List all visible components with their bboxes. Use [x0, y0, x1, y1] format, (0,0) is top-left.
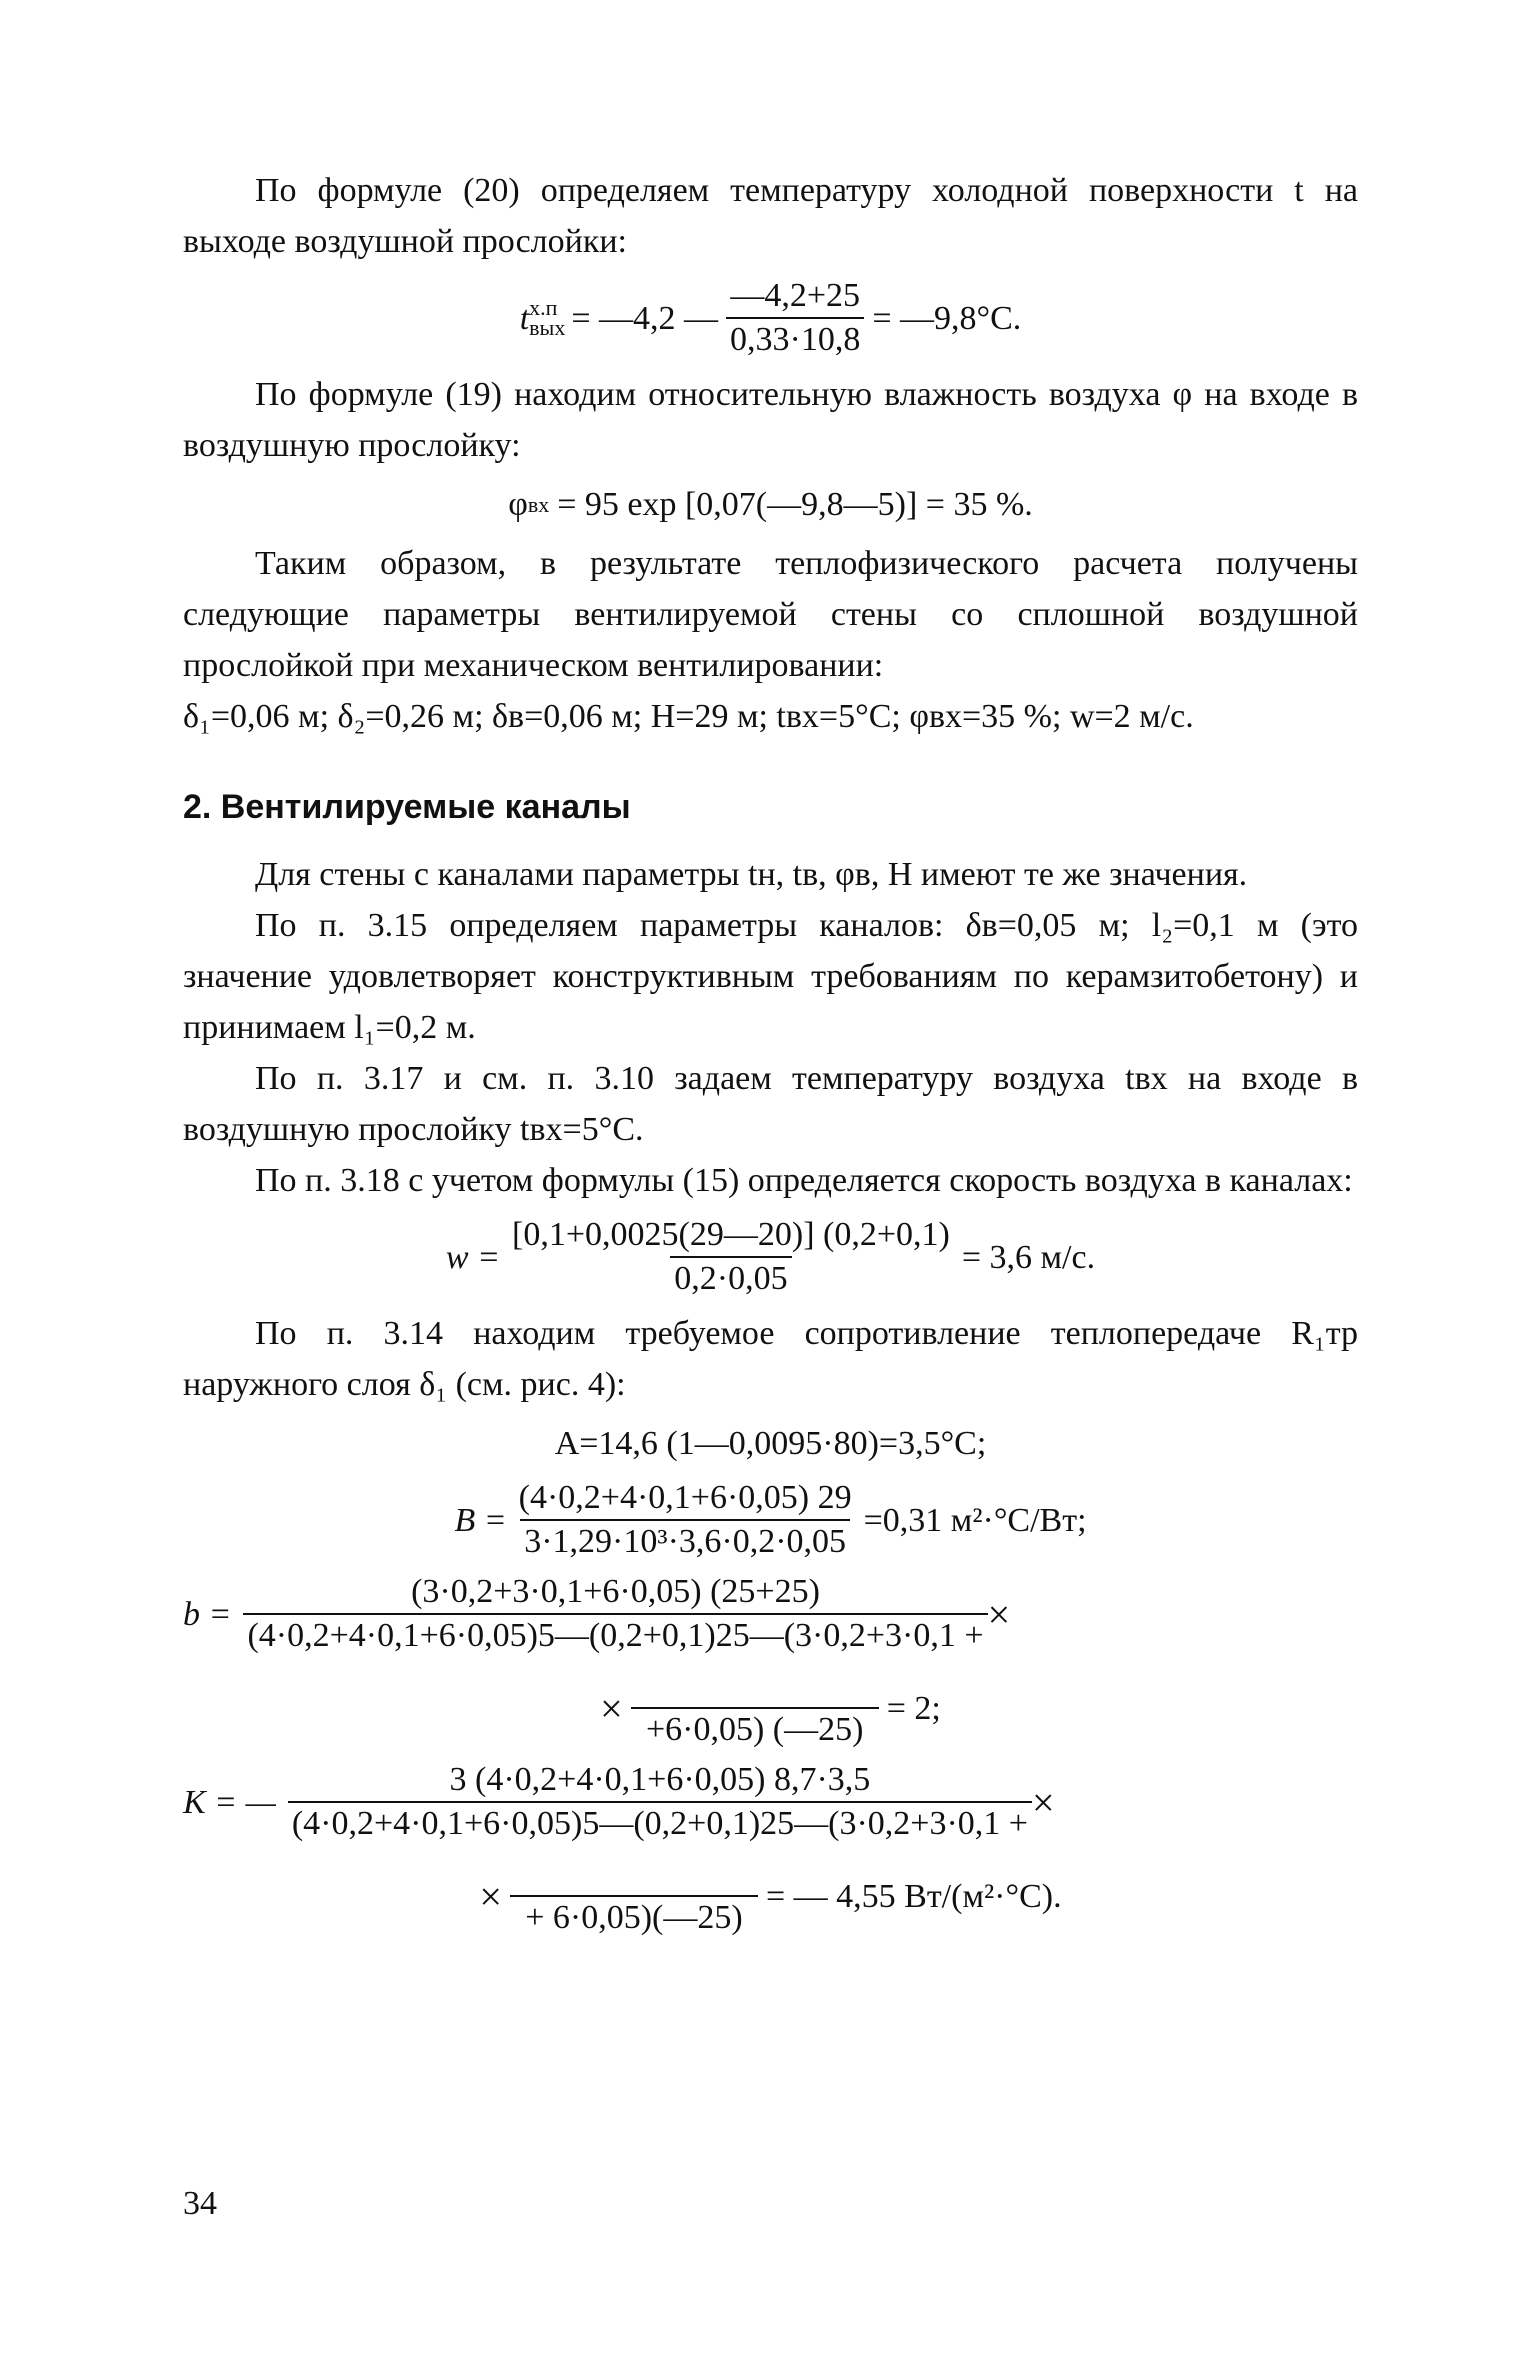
paragraph-text: По п. 3.17 и см. п. 3.10 задаем температуру воздуха tвх на входе в воздушную прослойку tвх=5°С.	[183, 1060, 1358, 1148]
fraction	[726, 275, 864, 361]
paragraph-air-speed	[183, 1155, 1358, 1206]
equation-text: A=14,6 (1—0,0095·80)=3,5°С;	[554, 1425, 987, 1462]
paragraph-text: Таким образом, в результате теплофизического расчета получены следующие параметры вентилируемой стены со сплошной воздушной прослойкой при механическом вентилировании:	[183, 545, 1358, 684]
times-sign: ×	[987, 1591, 1011, 1637]
equation-k-continuation	[183, 1853, 1358, 1939]
equation-text: = —4,2 —	[571, 299, 719, 337]
numerator: (3·0,2+3·0,1+6·0,05) (25+25)	[411, 1573, 820, 1610]
parameters-text: δ₁=0,06 м; δ₂=0,26 м; δв=0,06 м; H=29 м; tвх=5°С; φвх=35 %; w=2 м/с.	[183, 698, 1194, 735]
denominator: (4·0,2+4·0,1+6·0,05)5—(0,2+0,1)25—(3·0,2+3·0,1 +	[288, 1801, 1032, 1845]
times-sign: ×	[1031, 1779, 1055, 1825]
equation-result: = 3,6 м/с.	[961, 1238, 1096, 1276]
symbol-t: t	[519, 299, 530, 337]
equation-lhs: B =	[454, 1501, 507, 1539]
numerator: 3 (4·0,2+4·0,1+6·0,05) 8,7·3,5	[449, 1761, 871, 1798]
equation-b-upper	[183, 1477, 1358, 1563]
denominator: 0,33·10,8	[726, 317, 864, 361]
equation-lhs: w =	[445, 1238, 501, 1276]
equation-humidity	[183, 479, 1358, 530]
equation-surface-temperature	[183, 275, 1358, 361]
superscript: х.п	[529, 295, 558, 320]
equation-lhs: b =	[183, 1595, 232, 1633]
paragraph-resistance	[183, 1308, 1358, 1410]
equation-result: = — 4,55 Вт/(м²·°С).	[765, 1877, 1062, 1915]
paragraph-air-temperature	[183, 1053, 1358, 1155]
fraction-continuation	[510, 1853, 758, 1939]
denominator: 3·1,29·10³·3,6·0,2·0,05	[520, 1519, 850, 1563]
paragraph-text: По формуле (20) определяем температуру холодной поверхности t на выходе воздушной прослойки:	[183, 172, 1358, 260]
numerator: —4,2+25	[730, 277, 861, 314]
equation-air-speed	[183, 1214, 1358, 1300]
paragraph-parameters	[183, 691, 1358, 742]
paragraph-text: По п. 3.18 с учетом формулы (15) определяется скорость воздуха в каналах:	[255, 1162, 1353, 1199]
paragraph-text: По п. 3.15 определяем параметры каналов: δв=0,05 м; l₂=0,1 м (это значение удовлетворяет конструктивным требованиям по керамзитобетону) и принимаем l₁=0,2 м.	[183, 907, 1358, 1046]
subscript: вх	[527, 492, 550, 517]
fraction	[508, 1214, 954, 1300]
equation-result: = 2;	[886, 1689, 941, 1727]
fraction	[288, 1759, 1032, 1845]
page-number: 34	[183, 2185, 217, 2222]
symbol-phi: φ	[508, 486, 528, 523]
numerator: (4·0,2+4·0,1+6·0,05) 29	[518, 1479, 852, 1516]
paragraph-channel-params	[183, 900, 1358, 1053]
times-sign: ×	[600, 1685, 623, 1731]
equation-result: =0,31 м²·°С/Вт;	[863, 1501, 1087, 1539]
denominator: (4·0,2+4·0,1+6·0,05)5—(0,2+0,1)25—(3·0,2+3·0,1 +	[243, 1613, 987, 1657]
paragraph-text: По формуле (19) находим относительную влажность воздуха φ на входе в воздушную прослойку:	[183, 376, 1358, 464]
times-sign: ×	[479, 1873, 502, 1919]
equation-lhs: K = —	[183, 1783, 276, 1821]
fraction-continuation	[631, 1665, 879, 1751]
equation-result: = —9,8°С.	[872, 299, 1022, 337]
equation-text: = 95 exp [0,07(—9,8—5)] = 35 %.	[557, 486, 1033, 523]
denominator: +6·0,05) (—25)	[645, 1711, 864, 1748]
equation-b-continuation	[183, 1665, 1358, 1751]
subscript: вых	[529, 315, 566, 340]
numerator: [0,1+0,0025(29—20)] (0,2+0,1)	[512, 1216, 950, 1253]
equation-k	[183, 1759, 1358, 1845]
paragraph-text: Для стены с каналами параметры tн, tв, φв, H имеют те же значения.	[255, 856, 1248, 893]
paragraph-text: По п. 3.14 находим требуемое сопротивление теплопередаче R₁тр наружного слоя δ₁ (см. рис. 4):	[183, 1315, 1358, 1403]
section-heading: 2. Вентилируемые каналы	[183, 788, 631, 826]
equation-b-lower	[183, 1571, 1358, 1657]
fraction	[515, 1477, 856, 1563]
fraction	[243, 1571, 987, 1657]
paragraph-channels	[183, 849, 1358, 900]
denominator: 0,2·0,05	[670, 1256, 791, 1300]
paragraph-humidity	[183, 369, 1358, 471]
page-body	[183, 165, 1358, 1947]
paragraph-surface-temperature	[183, 165, 1358, 267]
paragraph-summary	[183, 538, 1358, 691]
equation-a	[183, 1418, 1358, 1469]
denominator: + 6·0,05)(—25)	[525, 1899, 743, 1936]
